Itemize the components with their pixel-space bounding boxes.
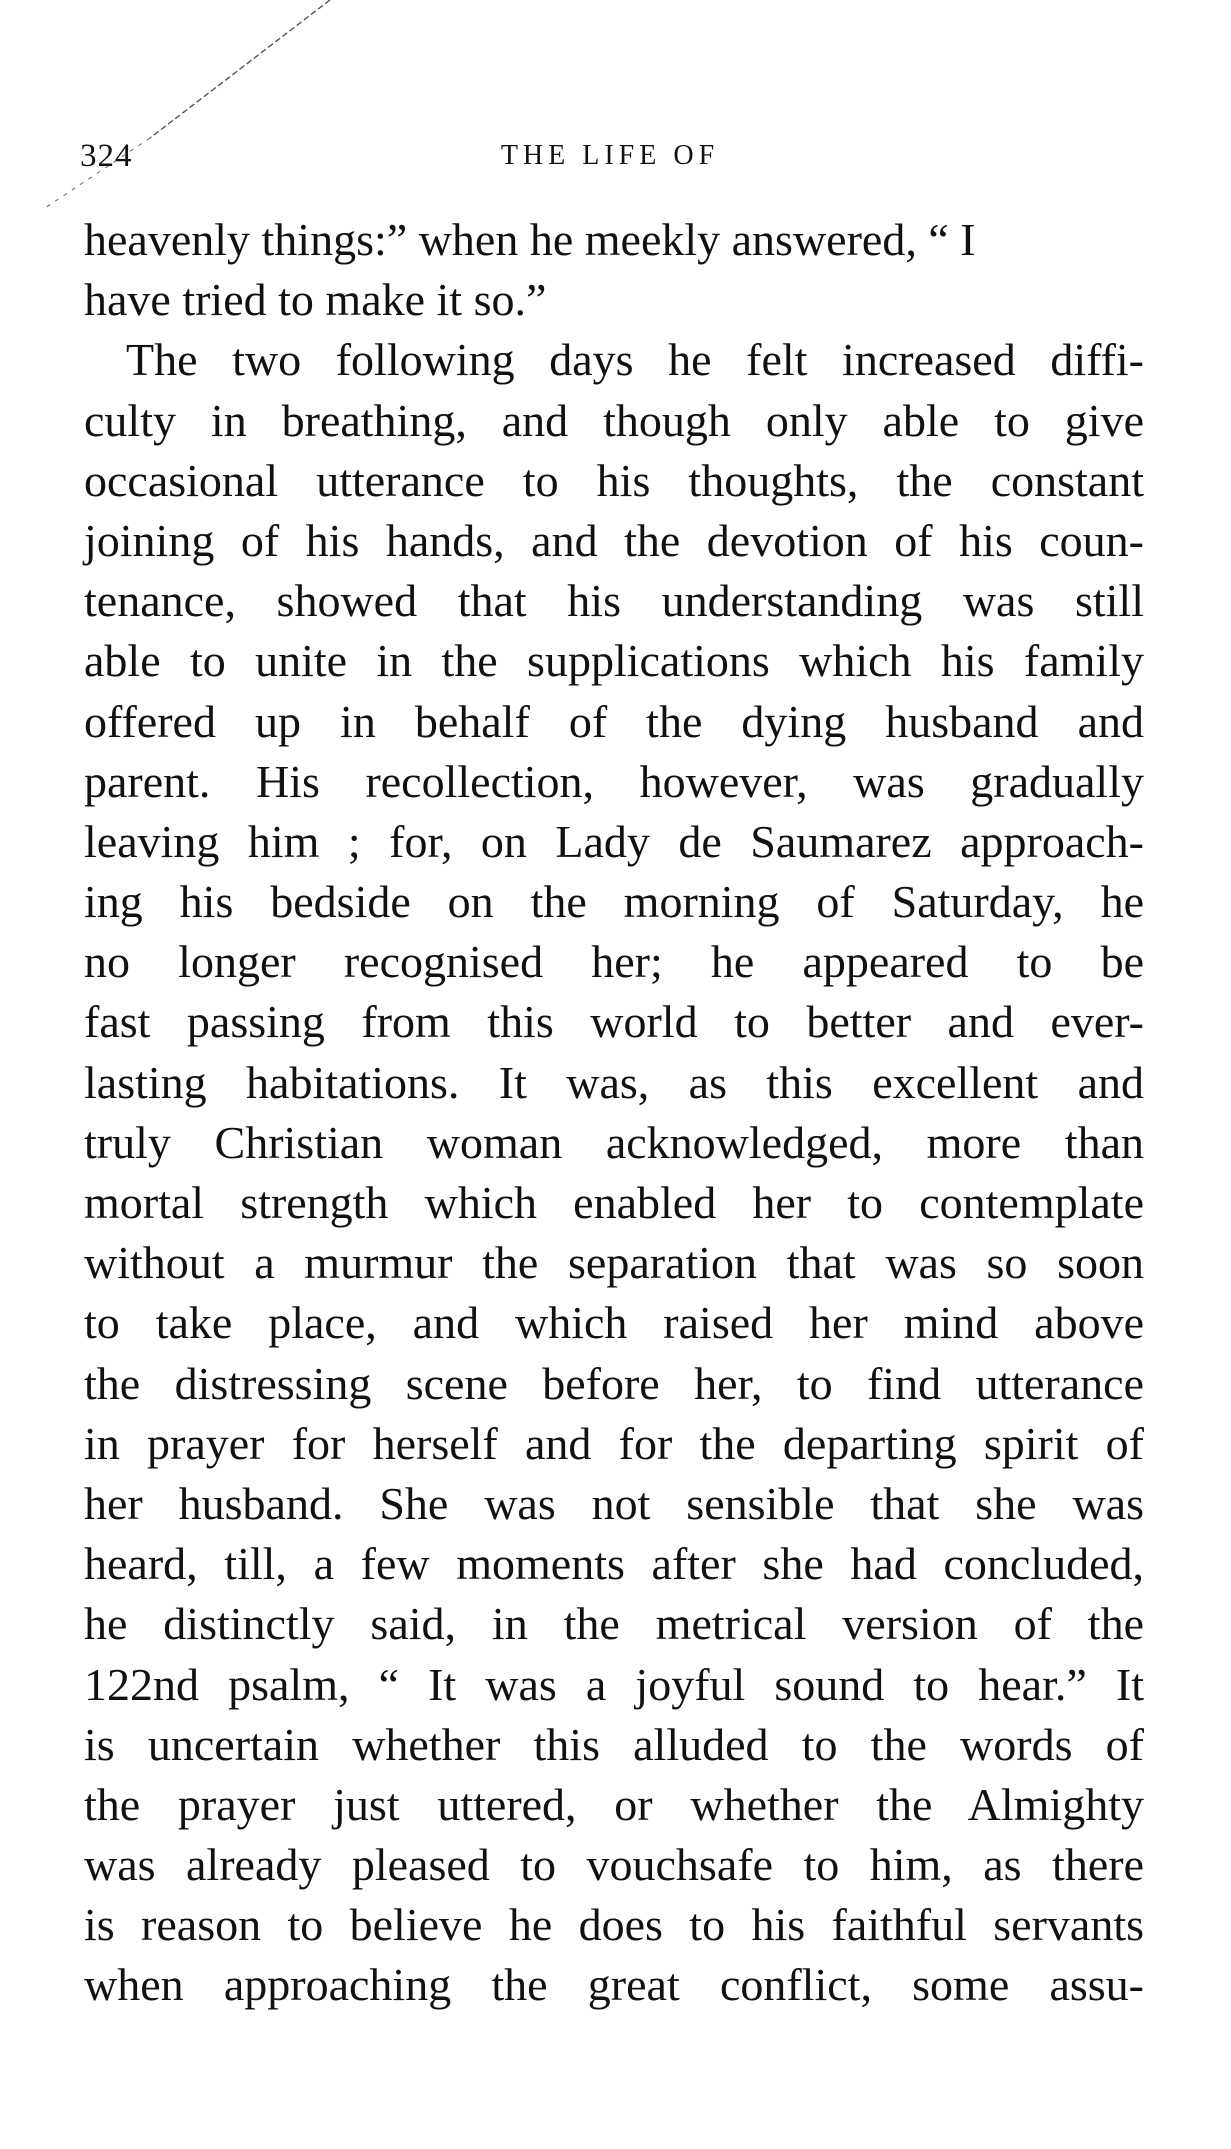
running-title: THE LIFE OF bbox=[500, 140, 720, 171]
text-line: heard, till, a few moments after she had concluded, bbox=[84, 1538, 1144, 1590]
text-line: the prayer just uttered, or whether the Almighty bbox=[84, 1778, 1144, 1830]
text-line: mortal strength which enabled her to contemplate bbox=[84, 1177, 1144, 1228]
text-line: lasting habitations. It was, as this excellent and bbox=[84, 1056, 1144, 1108]
text-line: to take place, and which raised her mind above bbox=[84, 1297, 1144, 1349]
text-line: tenance, showed that his understanding was still bbox=[84, 575, 1144, 627]
text-line: offered up in behalf of the dying husband and bbox=[84, 695, 1144, 747]
text-line: in prayer for herself and for the departing spirit of bbox=[84, 1417, 1144, 1469]
page-number: 324 bbox=[80, 138, 133, 174]
text-line: was already pleased to vouchsafe to him, as there bbox=[84, 1839, 1144, 1891]
text-line: truly Christian woman acknowledged, more than bbox=[84, 1116, 1144, 1168]
text-line: is uncertain whether this alluded to the words of bbox=[84, 1718, 1144, 1770]
text-line: no longer recognised her; he appeared to be bbox=[84, 936, 1144, 988]
text-line: The two following days he felt increased diffi- bbox=[126, 334, 1144, 386]
text-line: her husband. She was not sensible that she was bbox=[84, 1477, 1144, 1529]
pencil-stroke-line bbox=[150, 0, 330, 138]
text-line: 122nd psalm, “ It was a joyful sound to hear.” It bbox=[84, 1658, 1144, 1710]
text-line: parent. His recollection, however, was gradually bbox=[84, 755, 1144, 807]
text-line: joining of his hands, and the devotion of his coun- bbox=[84, 514, 1144, 566]
text-line: when approaching the great conflict, some assu- bbox=[84, 1959, 1144, 2011]
text-line: he distinctly said, in the metrical version of the bbox=[84, 1598, 1144, 1650]
text-line: the distressing scene before her, to find utterance bbox=[84, 1357, 1144, 1409]
text-line: is reason to believe he does to his faithful servants bbox=[84, 1899, 1144, 1951]
text-line: have tried to make it so.” bbox=[84, 274, 547, 326]
text-line: fast passing from this world to better and ever- bbox=[84, 996, 1144, 1048]
text-line: able to unite in the supplications which his family bbox=[84, 635, 1144, 687]
body-text bbox=[84, 210, 1144, 2016]
text-line: leaving him ; for, on Lady de Saumarez approach- bbox=[84, 815, 1144, 867]
text-line: occasional utterance to his thoughts, the constant bbox=[84, 454, 1144, 506]
text-line: culty in breathing, and though only able to give bbox=[84, 394, 1144, 446]
text-line: heavenly things:” when he meekly answered, “ I bbox=[84, 214, 976, 265]
text-line: ing his bedside on the morning of Saturday, he bbox=[84, 876, 1144, 928]
text-line: without a murmur the separation that was so soon bbox=[84, 1237, 1144, 1289]
running-head bbox=[80, 138, 1140, 182]
